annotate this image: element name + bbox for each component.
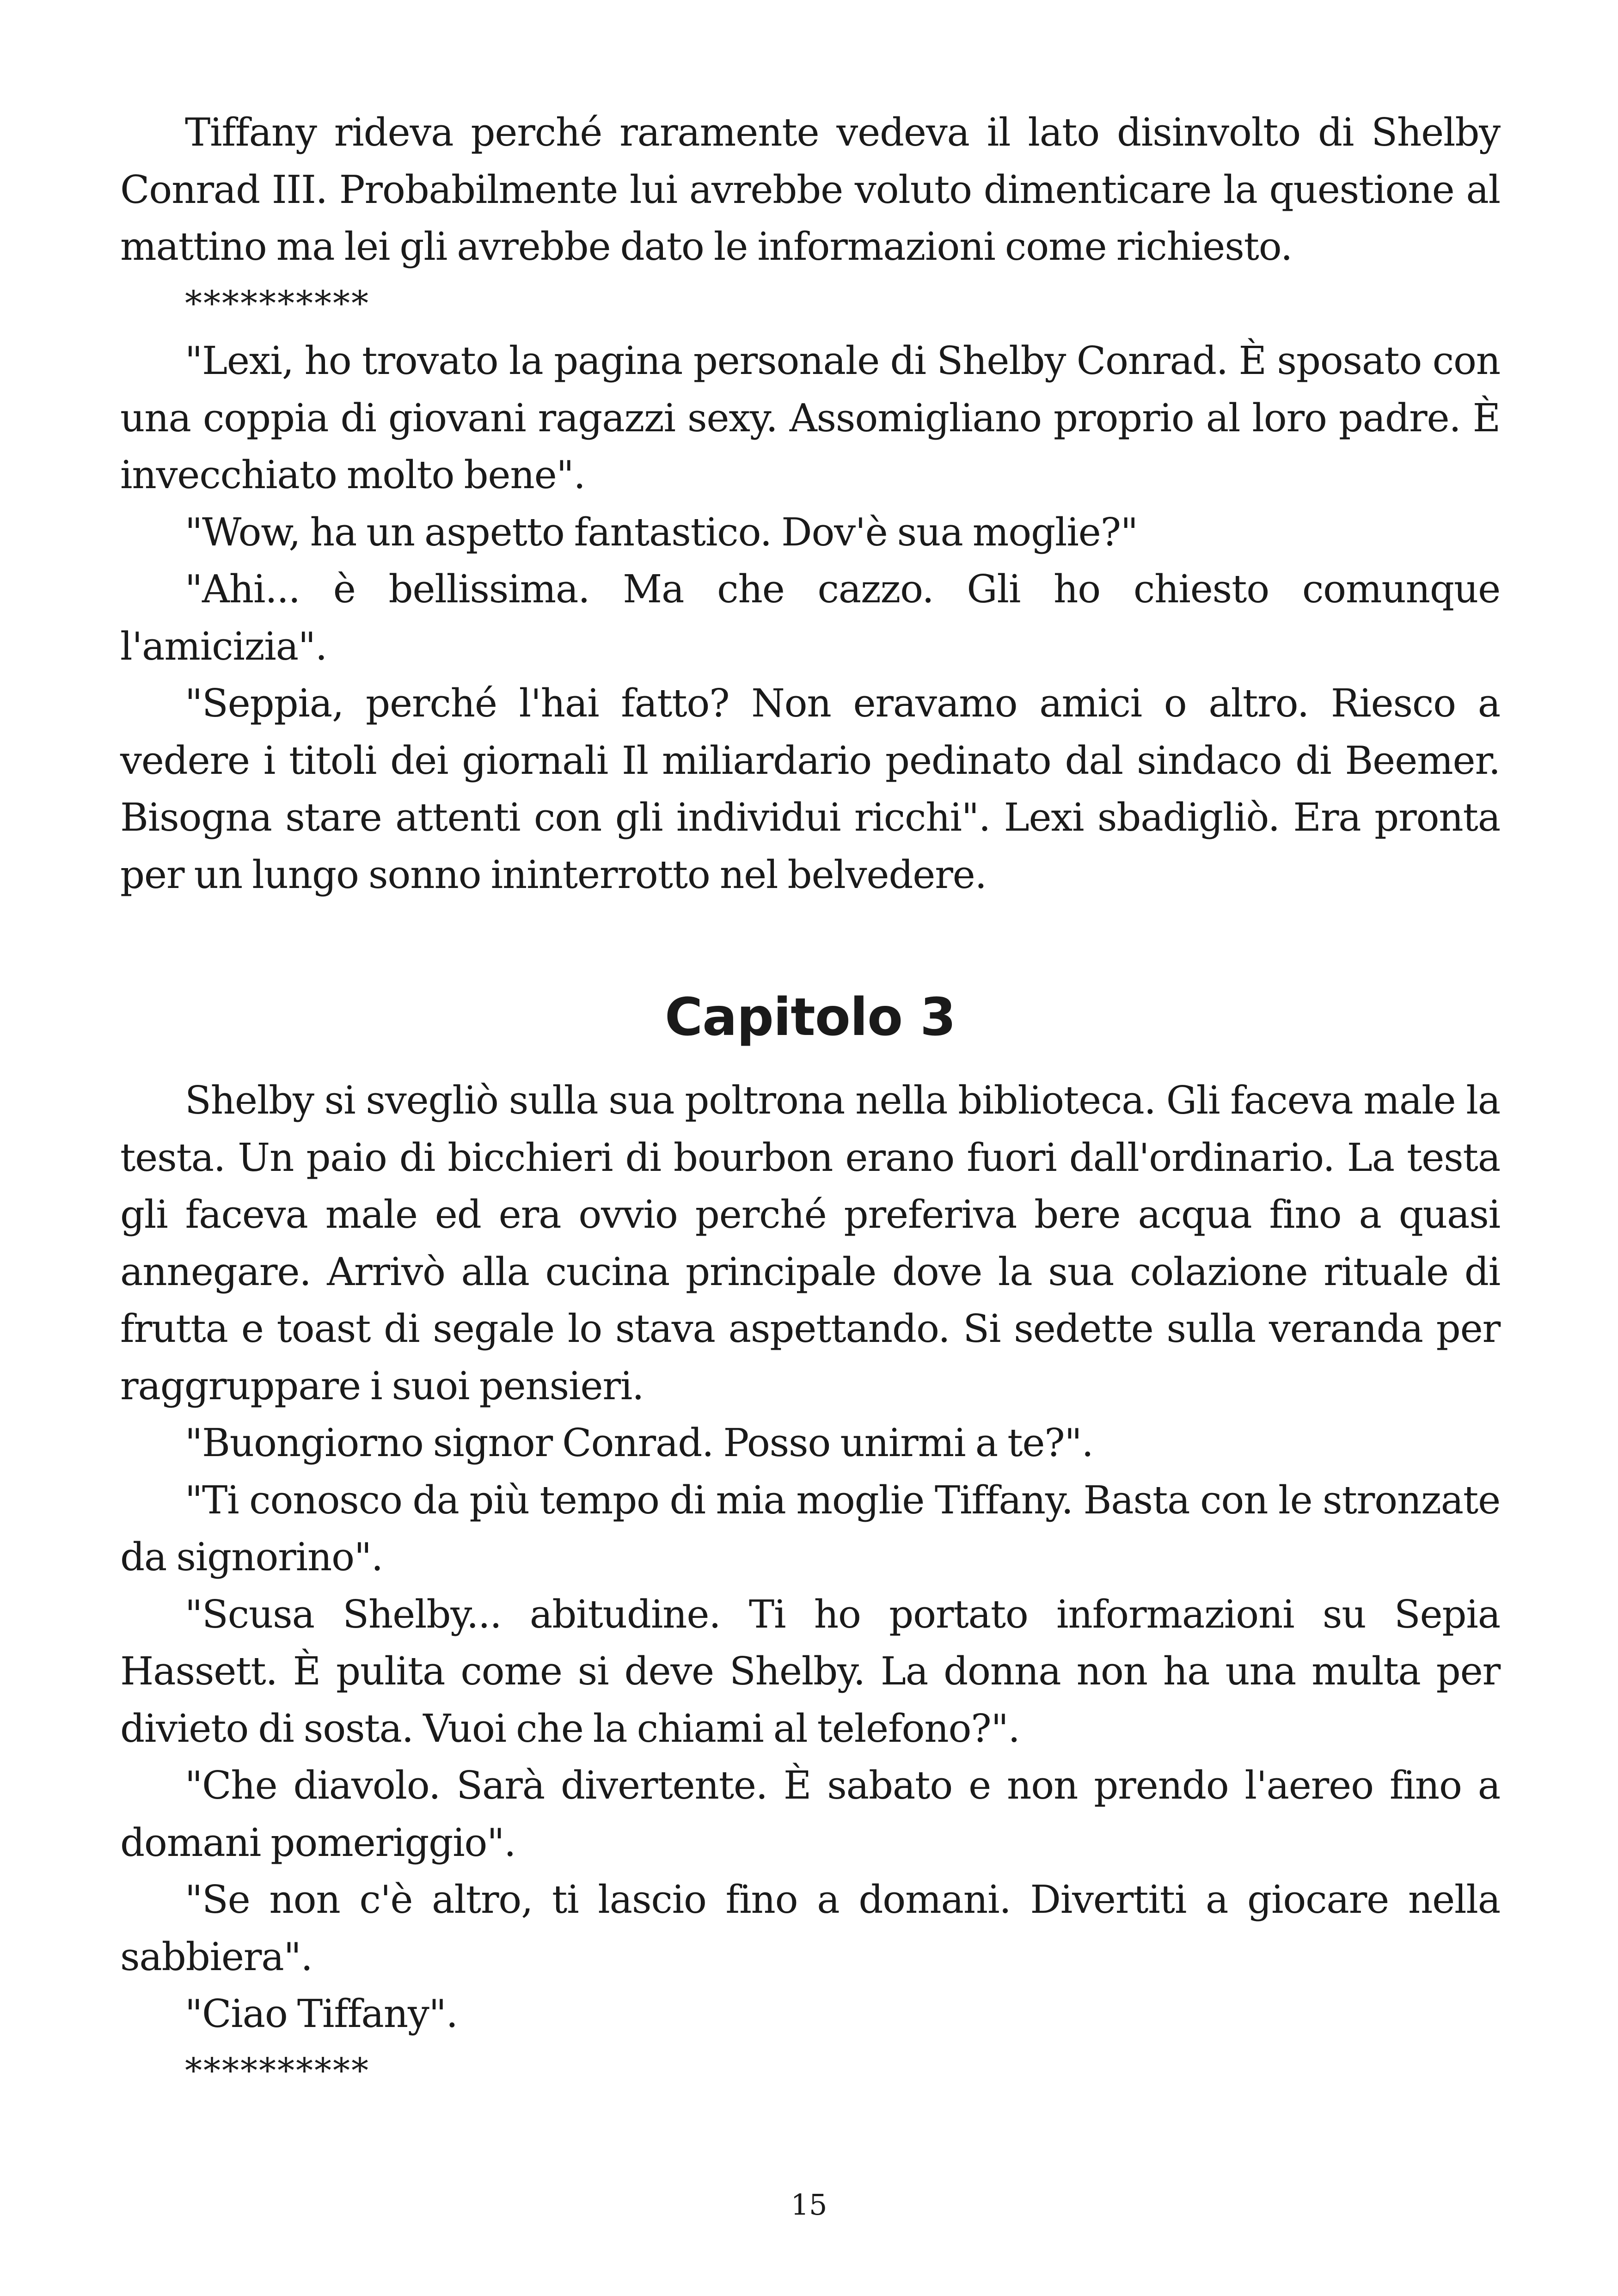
dialogue-paragraph: "Ti conosco da più tempo di mia moglie Tiffany. Basta con le stronzate da signorino". [120, 1477, 1500, 1580]
dialogue-paragraph: "Che diavolo. Sarà divertente. È sabato e non prendo l'aereo fino a domani pomeriggio". [120, 1763, 1500, 1865]
dialogue-paragraph: "Buongiorno signor Conrad. Posso unirmi a te?". [185, 1420, 1093, 1465]
dialogue-paragraph: "Se non c'è altro, ti lascio fino a domani. Divertiti a giocare nella sabbiera". [120, 1877, 1500, 1979]
dialogue-paragraph: "Ciao Tiffany". [185, 1991, 458, 2036]
scene-separator: ********** [185, 2051, 370, 2091]
chapter-title-spacer [120, 1067, 1500, 1072]
paragraph: Tiffany rideva perché raramente vedeva il lato disinvolto di Shelby Conrad III. Probabilmente lui avrebbe voluto dimenticare la questione al mattino ma lei gli avrebbe dato le informazioni come richiesto. [120, 110, 1500, 269]
page-number: 15 [791, 2188, 827, 2222]
book-page [120, 104, 1500, 2100]
paragraph: Shelby si svegliò sulla sua poltrona nella biblioteca. Gli faceva male la testa. Un paio di bicchieri di bourbon erano fuori dall'ordinario. La testa gli faceva male ed era ovvio perché preferiva bere acqua fino a quasi annegare. Arrivò alla cucina principale dove la sua colazione rituale di frutta e toast di segale lo stava aspettando. Si sedette sulla veranda per raggruppare i suoi pensieri. [120, 1078, 1500, 1408]
scene-separator: ********** [185, 283, 370, 324]
dialogue-paragraph: "Ahi... è bellissima. Ma che cazzo. Gli ho chiesto comunque l'amicizia". [120, 567, 1500, 669]
dialogue-paragraph: "Lexi, ho trovato la pagina personale di Shelby Conrad. È sposato con una coppia di giovani ragazzi sexy. Assomigliano proprio al loro padre. È invecchiato molto bene". [120, 338, 1500, 497]
dialogue-paragraph: "Scusa Shelby... abitudine. Ti ho portato informazioni su Sepia Hassett. È pulita come si deve Shelby. La donna non ha una multa per divieto di sosta. Vuoi che la chiami al telefono?". [120, 1592, 1500, 1751]
dialogue-paragraph: "Seppia, perché l'hai fatto? Non eravamo amici o altro. Riesco a vedere i titoli dei giornali Il miliardario pedinato dal sindaco di Beemer. Bisogna stare attenti con gli individui ricchi". Lexi sbadigliò. Era pronta per un lungo sonno ininterrotto nel belvedere. [120, 681, 1500, 897]
dialogue-paragraph: "Wow, ha un aspetto fantastico. Dov'è sua moglie?" [185, 509, 1138, 555]
chapter-spacer [120, 903, 1500, 968]
chapter-title: Capitolo 3 [664, 987, 956, 1047]
